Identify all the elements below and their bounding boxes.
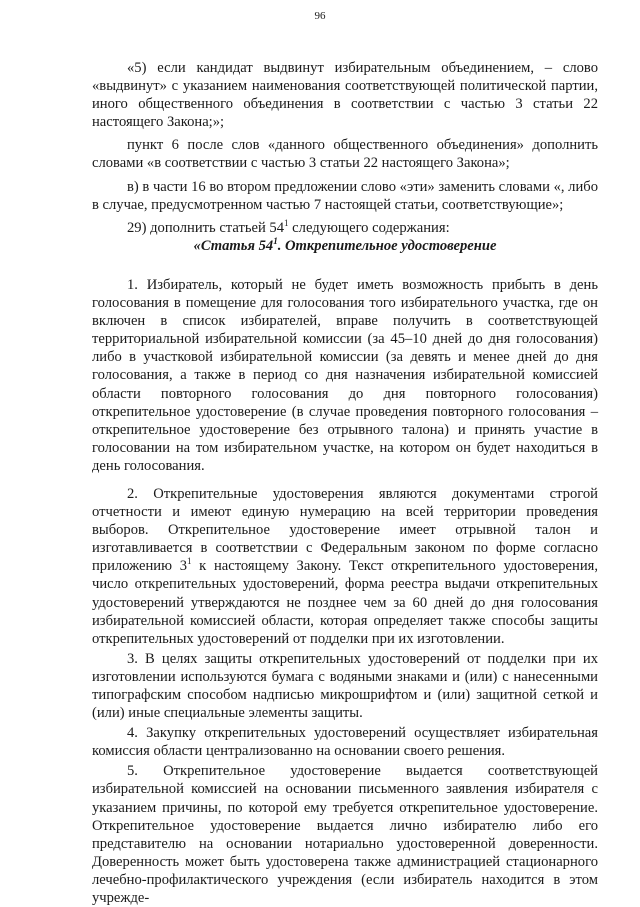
article-paragraph-2-superscript: 1 bbox=[187, 556, 192, 567]
amendment-item-5: «5) если кандидат выдвинут избирательным объединением, – слово «выдвинут» с указанием наименования соответствующей политической партии, иного общественного объединения в соответствии с частью 3 статьи 22 настоящего Закона;»; bbox=[92, 60, 598, 131]
article-paragraph-2-text: 2. Открепительные удостоверения являются документами строгой отчетности и имеют единую нумерацию на всей территории проведения выборов. Открепительное удостоверение имеет отрывной талон и изготавливается в соответствии с Федеральным законом по форме согласно приложению 3 bbox=[92, 485, 598, 575]
article-title-superscript: 1 bbox=[273, 235, 278, 246]
article-paragraph-5: 5. Открепительное удостоверение выдается соответствующей избирательной комиссией на основании письменного заявления избирателя с указанием причины, по которой ему требуется открепительное удостоверение. Открепительное удостоверение выдается лично избирателю либо его представителю на основании нотариально удостоверенной доверенности. Доверенность может быть удостоверена также администрацией стационарного лечебно-профилактического учреждения (если избиратель находится в этом учрежде- bbox=[92, 763, 598, 907]
article-paragraph-2-text-end: к настоящему Закону. Текст открепительного удостоверения, число открепительных удостоверений, форма реестра выдачи открепительных удостоверений утверждаются не позднее чем за 60 дней до дня голосования избирательной комиссией области, которая определяет также способы защиты открепительных удостоверений от подделки при их изготовлении. bbox=[92, 558, 598, 647]
amendment-item-29 bbox=[92, 219, 598, 237]
amendment-item-29-superscript: 1 bbox=[284, 217, 289, 228]
article-paragraph-1: 1. Избиратель, который не будет иметь возможность прибыть в день голосования в помещение для голосования того избирательного участка, где он включен в список избирателей, вправе получить в соответствующей территориальной избирательной комиссии (за 45–10 дней до дня голосования) либо в участковой избирательной комиссии (за девять и менее дней до дня голосования, а также в период со дня назначения избирательной комиссией области повторного голосования до дня повторного голосования) открепительное удостоверение (в случае проведения повторного голосования – открепительное удостоверение без отрывного талона) и принять участие в голосовании на том избирательном участке, на котором он будет находиться в день голосования. bbox=[92, 276, 598, 474]
article-paragraph-3: 3. В целях защиты открепительных удостоверений от подделки при их изготовлении используются бумага с водяными знаками и (или) с нанесенными типографским способом надписью микрошрифтом и (или) защитной сеткой и (или) иные специальные элементы защиты. bbox=[92, 650, 598, 722]
article-title-prefix: «Статья 54 bbox=[193, 237, 274, 254]
article-paragraph-2 bbox=[92, 485, 598, 648]
amendment-item-29-text-end: следующего содержания: bbox=[288, 219, 450, 236]
article-paragraph-4: 4. Закупку открепительных удостоверений осуществляет избирательная комиссия области централизованно на основании своего решения. bbox=[92, 725, 598, 760]
amendment-item-6: пункт 6 после слов «данного общественного объединения» дополнить словами «в соответствии с частью 3 статьи 22 настоящего Закона»; bbox=[92, 137, 598, 172]
amendment-item-29-text: 29) дополнить статьей 54 bbox=[127, 219, 285, 236]
article-title-suffix: . Открепительное удостоверение bbox=[277, 237, 497, 254]
article-title bbox=[92, 237, 598, 255]
document-body bbox=[92, 59, 598, 907]
amendment-item-v: в) в части 16 во втором предложении слово «эти» заменить словами «, либо в случае, предусмотренном частью 7 настоящей статьи, соответствующие»; bbox=[92, 178, 598, 213]
page-number: 96 bbox=[314, 10, 326, 22]
